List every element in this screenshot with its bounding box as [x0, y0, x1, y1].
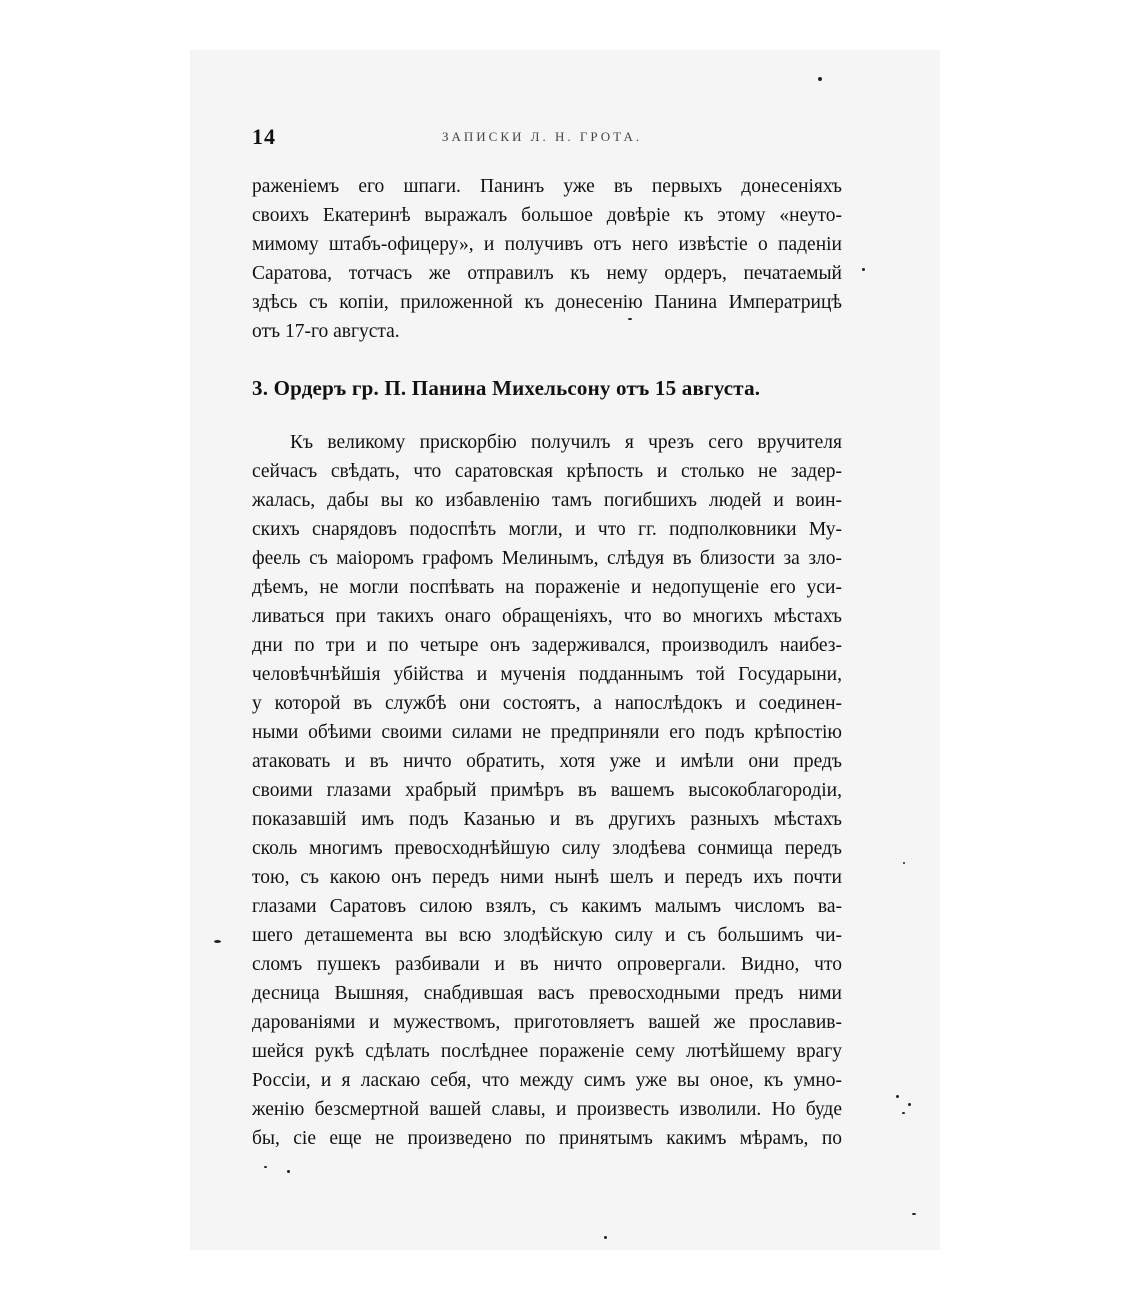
- page-header: [252, 124, 842, 154]
- text-line: дѣемъ, не могли поспѣвать на пораженіе и недопущеніе его уси-: [252, 577, 842, 598]
- text-line: своими глазами храбрый примѣръ въ вашемъ высокоблагородіи,: [252, 780, 842, 801]
- text-line: раженіемъ его шпаги. Панинъ уже въ первыхъ донесеніяхъ: [252, 176, 842, 197]
- scan-speck: [818, 77, 822, 81]
- text-line: шейся рукѣ сдѣлать послѣднее пораженіе сему лютѣйшему врагу: [252, 1041, 842, 1062]
- order-text-paragraph: [252, 428, 842, 1153]
- text-line: отъ 17-го августа.: [252, 321, 400, 342]
- scan-speck: [902, 1112, 905, 1114]
- text-line: скихъ снарядовъ подоспѣть могли, и что гг. подполковники Му-: [252, 519, 842, 540]
- text-line: Россіи, и я ласкаю себя, что между симъ уже вы оное, къ умно-: [252, 1070, 842, 1091]
- text-line: атаковать и въ ничто обратить, хотя уже и имѣли они предъ: [252, 751, 842, 772]
- text-line: бы, сіе еще не произведено по принятымъ какимъ мѣрамъ, по: [252, 1128, 842, 1149]
- text-line: Къ великому прискорбію получилъ я чрезъ сего вручителя: [290, 432, 842, 453]
- scan-speck: [896, 1095, 899, 1098]
- running-head: ЗАПИСКИ Л. Н. ГРОТА.: [442, 129, 643, 144]
- text-line: дарованіями и мужествомъ, приготовляетъ вашей же прославив-: [252, 1012, 842, 1033]
- text-line: сейчасъ свѣдать, что саратовская крѣпость и столько не задер-: [252, 461, 842, 482]
- text-line: десница Вышняя, снабдившая васъ превосходными предъ ними: [252, 983, 842, 1004]
- scan-speck: [264, 1166, 267, 1168]
- text-line: у которой въ службѣ они состоятъ, а напослѣдокъ и соединен-: [252, 693, 842, 714]
- text-line: мимому штабъ-офицеру», и получивъ отъ него извѣстіе о паденіи: [252, 234, 842, 255]
- text-line: ными обѣими своими силами не предприняли его подъ крѣпостію: [252, 722, 842, 743]
- text-line: показавшій имъ подъ Казанью и въ другихъ разныхъ мѣстахъ: [252, 809, 842, 830]
- page-number: 14: [252, 124, 276, 149]
- text-line: здѣсь съ копіи, приложенной къ донесенію Панина Императрицѣ: [252, 292, 842, 313]
- text-line: тою, съ какою онъ передъ ними нынѣ шелъ и передъ ихъ почти: [252, 867, 842, 888]
- text-line: своихъ Екатеринѣ выражалъ большое довѣріе къ этому «неуто-: [252, 205, 842, 226]
- text-line: Саратова, тотчасъ же отправилъ къ нему ордеръ, печатаемый: [252, 263, 842, 284]
- text-line: сколь многимъ превосходнѣйшую силу злодѣева сонмища передъ: [252, 838, 842, 859]
- text-line: человѣчнѣйшія убійства и мученія подданнымъ той Государыни,: [252, 664, 842, 685]
- text-line: глазами Саратовъ силою взялъ, съ какимъ малымъ числомъ ва-: [252, 896, 842, 917]
- scan-speck: [903, 862, 905, 864]
- intro-paragraph: [252, 172, 842, 346]
- text-line: ливаться при такихъ онаго обращеніяхъ, что во многихъ мѣстахъ: [252, 606, 842, 627]
- scan-speck: [912, 1213, 916, 1215]
- text-line: феель съ маіоромъ графомъ Мелинымъ, слѣдуя въ близости за зло-: [252, 548, 842, 569]
- text-line: дни по три и по четыре онъ задерживался, производилъ наибез-: [252, 635, 842, 656]
- text-line: женію безсмертной вашей славы, и произвесть изволили. Но буде: [252, 1099, 842, 1120]
- text-line: сломъ пушекъ разбивали и въ ничто опровергали. Видно, что: [252, 954, 842, 975]
- scan-speck: [908, 1103, 911, 1106]
- text-line: жалась, дабы вы ко избавленію тамъ погибшихъ людей и воин-: [252, 490, 842, 511]
- section-heading: 3. Ордеръ гр. П. Панина Михельсону отъ 15 августа.: [252, 376, 761, 400]
- scan-speck: [214, 940, 221, 943]
- scan-speck: [628, 318, 632, 320]
- scan-speck: [862, 268, 865, 271]
- scan-speck: [604, 1236, 607, 1239]
- text-line: шего деташемента вы всю злодѣйскую силу и съ большимъ чи-: [252, 925, 842, 946]
- scan-speck: [287, 1170, 290, 1173]
